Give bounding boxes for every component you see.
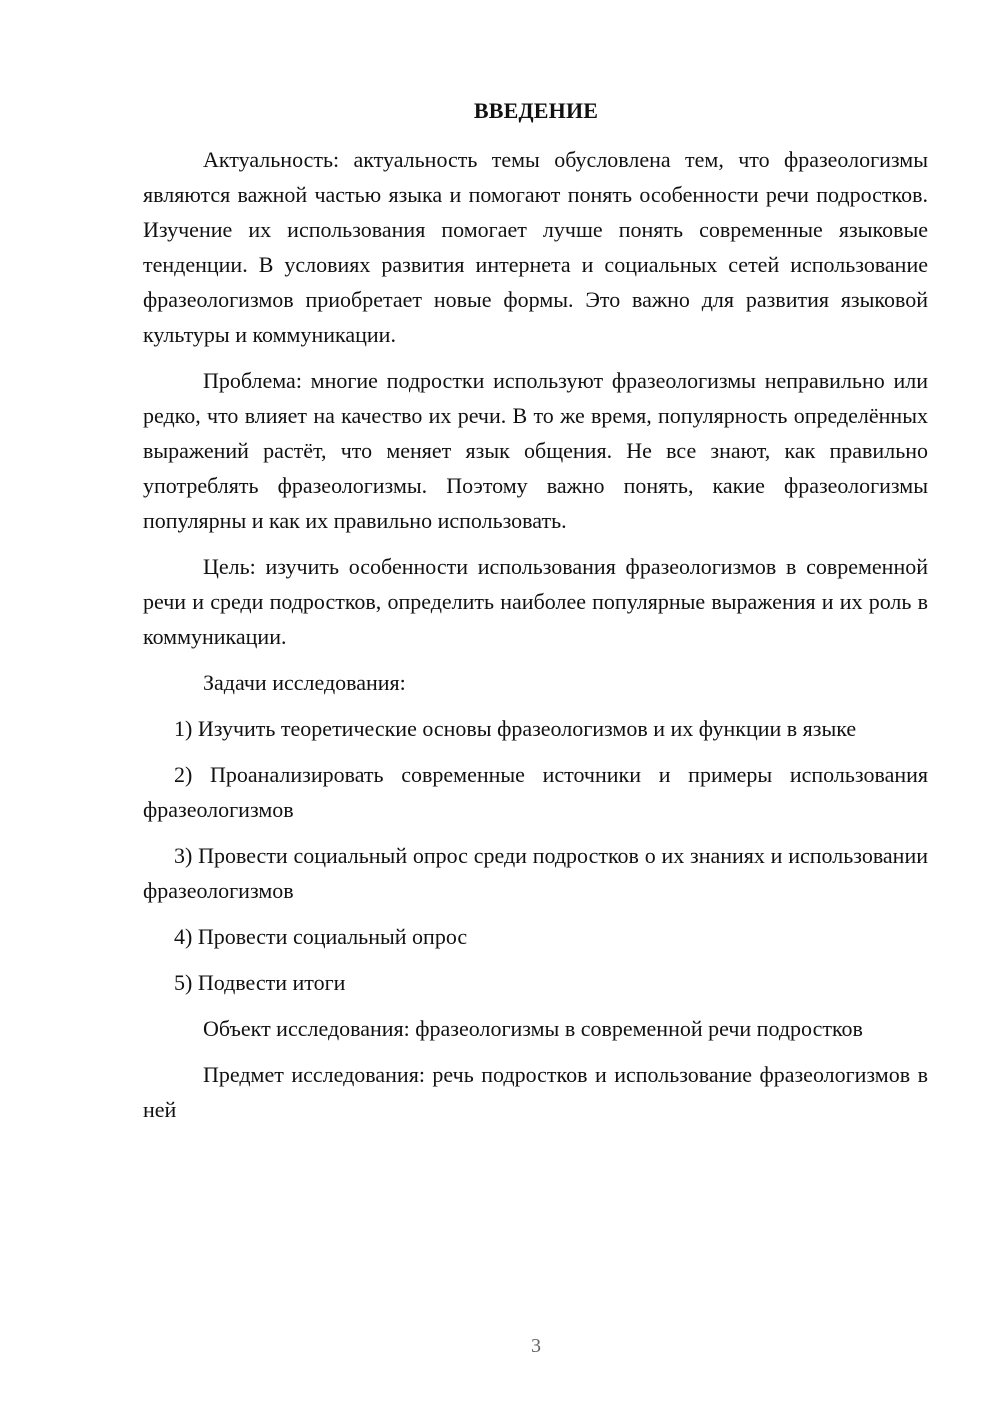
task-item-2: 2) Проанализировать современные источники и примеры использования фразеологизмов	[143, 762, 928, 822]
document-body	[143, 142, 928, 1138]
page-title: ВВЕДЕНИЕ	[473, 98, 599, 123]
research-subject-paragraph: Предмет исследования: речь подростков и использование фразеологизмов в ней	[143, 1062, 928, 1122]
relevance-paragraph: Актуальность: актуальность темы обусловлена тем, что фразеологизмы являются важной частью языка и помогают понять особенности речи подростков. Изучение их использования помогает лучше понять современные языковые тенденции. В условиях развития интернета и социальных сетей использование фразеологизмов приобретает новые формы. Это важно для развития языковой культуры и коммуникации.	[143, 147, 928, 347]
goal-paragraph: Цель: изучить особенности использования фразеологизмов в современной речи и среди подростков, определить наиболее популярные выражения и их роль в коммуникации.	[143, 554, 928, 649]
task-item-4: 4) Провести социальный опрос	[174, 924, 468, 949]
task-item-1: 1) Изучить теоретические основы фразеологизмов и их функции в языке	[174, 716, 857, 741]
task-item-3: 3) Провести социальный опрос среди подростков о их знаниях и использовании фразеологизмов	[143, 843, 928, 903]
task-item-5: 5) Подвести итоги	[174, 970, 346, 995]
problem-paragraph: Проблема: многие подростки используют фразеологизмы неправильно или редко, что влияет на качество их речи. В то же время, популярность определённых выражений растёт, что меняет язык общения. Не все знают, как правильно употреблять фразеологизмы. Поэтому важно понять, какие фразеологизмы популярны и как их правильно использовать.	[143, 368, 928, 533]
research-object-paragraph: Объект исследования: фразеологизмы в современной речи подростков	[203, 1016, 863, 1041]
tasks-heading: Задачи исследования:	[203, 670, 406, 695]
page-number: 3	[531, 1335, 541, 1357]
